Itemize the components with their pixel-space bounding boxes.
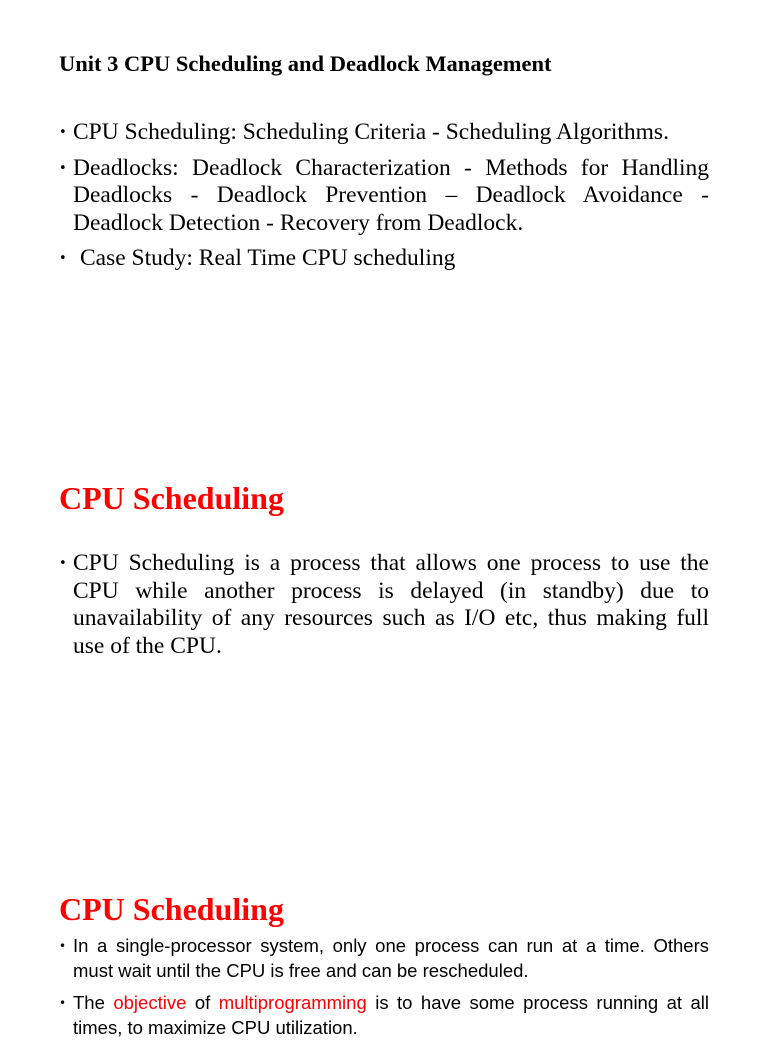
definition-list bbox=[59, 550, 709, 660]
slide-cpu-scheduling-details bbox=[0, 885, 768, 1038]
bullet-icon: • bbox=[59, 160, 67, 176]
details-list bbox=[59, 934, 709, 1048]
slide-title: CPU Scheduling bbox=[59, 891, 284, 927]
highlight-objective: objective bbox=[113, 992, 187, 1013]
bullet-icon: • bbox=[59, 556, 67, 571]
bullet-text: Deadlocks: Deadlock Characterization - Methods for Handling Deadlocks - Deadlock Prevention – Deadlock Avoidance - Deadlock Detection - Recovery from Deadlock. bbox=[73, 154, 709, 236]
bullet-text: In a single-processor system, only one process can run at a time. Others must wait until the CPU is free and can be rescheduled. bbox=[73, 935, 709, 981]
list-item bbox=[59, 991, 709, 1040]
list-item bbox=[59, 934, 709, 983]
slide-cpu-scheduling-definition bbox=[0, 470, 768, 700]
bullet-icon: • bbox=[59, 251, 67, 266]
slide-title: CPU Scheduling bbox=[59, 480, 284, 516]
bullet-icon: • bbox=[59, 939, 67, 953]
list-item bbox=[59, 155, 709, 238]
bullet-icon: • bbox=[59, 125, 67, 140]
bullet-text: Case Study: Real Time CPU scheduling bbox=[80, 245, 456, 271]
bullet-text-prefix: The bbox=[73, 992, 114, 1013]
list-item bbox=[59, 245, 709, 273]
bullet-text: CPU Scheduling is a process that allows one process to use the CPU while another process is delayed (in standby) due to unavailability of any resources such as I/O etc, thus making full use of the CPU. bbox=[73, 550, 709, 659]
bullet-text: CPU Scheduling: Scheduling Criteria - Scheduling Algorithms. bbox=[73, 119, 669, 145]
list-item bbox=[59, 119, 709, 147]
slide-unit-overview bbox=[0, 0, 768, 330]
unit-topics-list bbox=[59, 119, 709, 281]
highlight-multiprogramming: multiprogramming bbox=[218, 992, 367, 1013]
list-item bbox=[59, 550, 709, 660]
unit-title: Unit 3 CPU Scheduling and Deadlock Management bbox=[59, 51, 552, 76]
bullet-icon: • bbox=[59, 996, 67, 1010]
bullet-text-suffix: is to have some process running at all times, to maximize CPU utilization. bbox=[73, 992, 709, 1038]
bullet-text-middle: of bbox=[186, 992, 219, 1013]
